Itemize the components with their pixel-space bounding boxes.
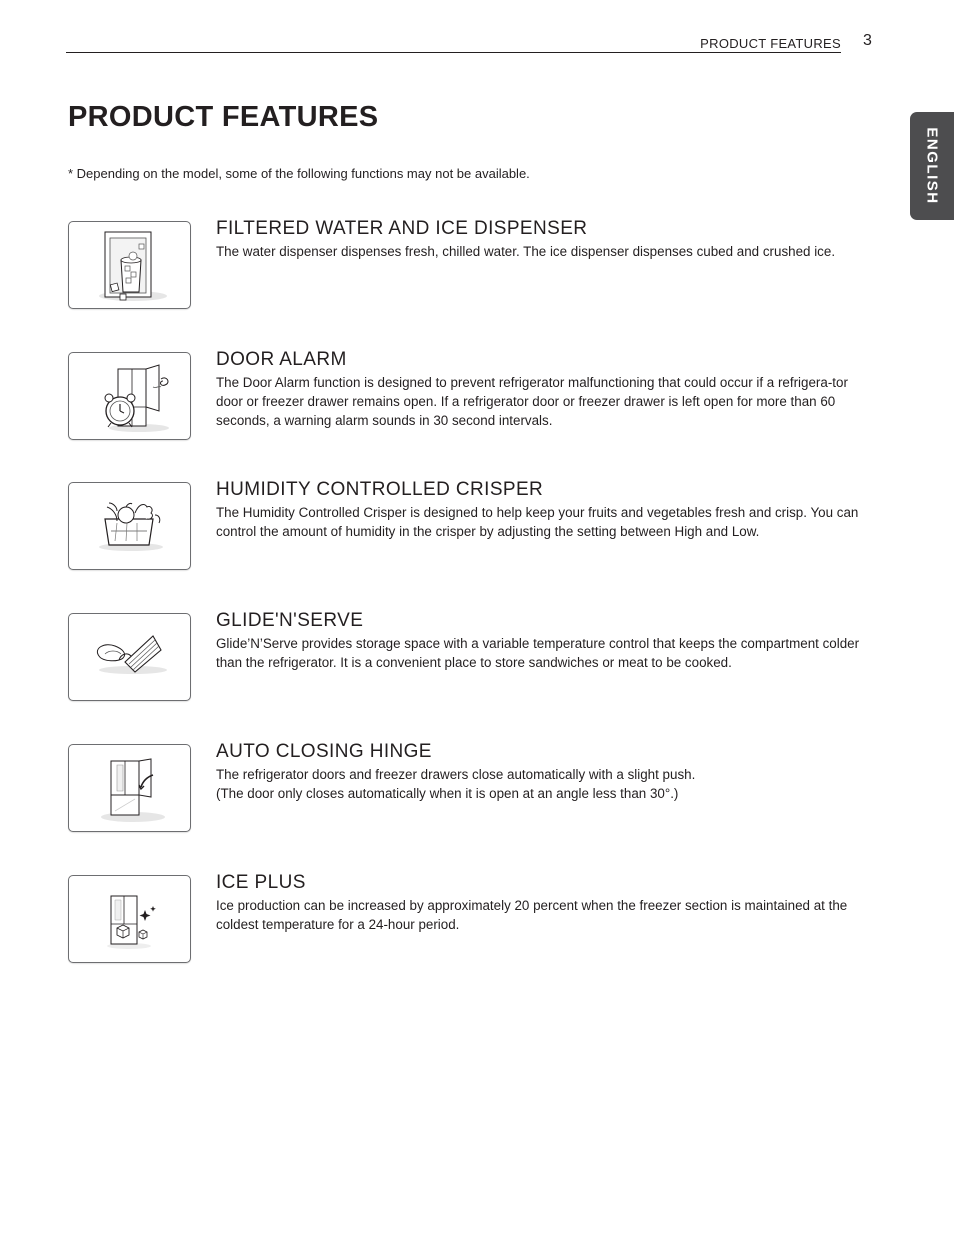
feature-ice-plus	[68, 872, 874, 963]
feature-title: HUMIDITY CONTROLLED CRISPER	[216, 479, 544, 500]
feature-icon-box	[68, 875, 191, 963]
feature-title: ICE PLUS	[216, 872, 306, 893]
water-ice-dispenser-icon	[69, 222, 190, 308]
feature-description: Ice production can be increased by approximately 20 percent when the freezer section is maintained at the coldest temperature for a 24-hour period.	[216, 898, 848, 932]
feature-title: FILTERED WATER AND ICE DISPENSER	[216, 218, 588, 239]
feature-description-line: The refrigerator doors and freezer drawers close automatically with a slight push.	[216, 767, 696, 782]
feature-door-alarm	[68, 349, 874, 440]
feature-description	[216, 765, 876, 803]
sandwich-meat-icon	[69, 614, 190, 700]
feature-auto-closing-hinge	[68, 741, 874, 832]
feature-title: DOOR ALARM	[216, 349, 347, 370]
crisper-basket-icon	[69, 483, 190, 569]
feature-title: AUTO CLOSING HINGE	[216, 741, 432, 762]
language-tab	[910, 112, 954, 220]
closing-door-hinge-icon	[69, 745, 190, 831]
feature-glide-n-serve	[68, 610, 874, 701]
feature-description: The Door Alarm function is designed to prevent refrigerator malfunctioning that could occur if a refrigera-tor door or freezer drawer remains open. If a refrigerator door or freezer drawer is left open for more than 60 seconds, a warning alarm sounds in 30 second intervals.	[216, 375, 848, 428]
ice-plus-icon	[69, 876, 190, 962]
feature-icon-box	[68, 221, 191, 309]
feature-filtered-water	[68, 218, 874, 309]
feature-icon-box	[68, 352, 191, 440]
feature-description: The Humidity Controlled Crisper is designed to help keep your fruits and vegetables fresh and crisp. You can control the amount of humidity in the crisper by adjusting the setting between High and Low.	[216, 505, 859, 539]
door-alarm-clock-icon	[69, 353, 190, 439]
feature-humidity-crisper	[68, 479, 874, 570]
page-number: 3	[863, 32, 872, 49]
feature-icon-box	[68, 482, 191, 570]
page-title: PRODUCT FEATURES	[68, 101, 379, 133]
header-section-label: PRODUCT FEATURES	[700, 36, 841, 51]
feature-description: The water dispenser dispenses fresh, chilled water. The ice dispenser dispenses cubed and crushed ice.	[216, 244, 836, 259]
feature-icon-box	[68, 744, 191, 832]
header-rule	[66, 52, 841, 53]
feature-title: GLIDE'N'SERVE	[216, 610, 364, 631]
language-tab-label: ENGLISH	[923, 127, 941, 205]
availability-note: * Depending on the model, some of the following functions may not be available.	[68, 166, 530, 181]
feature-description-line: (The door only closes automatically when it is open at an angle less than 30°.)	[216, 786, 679, 801]
feature-description: Glide’N’Serve provides storage space with a variable temperature control that keeps the compartment colder than the refrigerator. It is a convenient place to store sandwiches or meat to be cooked.	[216, 636, 860, 670]
feature-icon-box	[68, 613, 191, 701]
